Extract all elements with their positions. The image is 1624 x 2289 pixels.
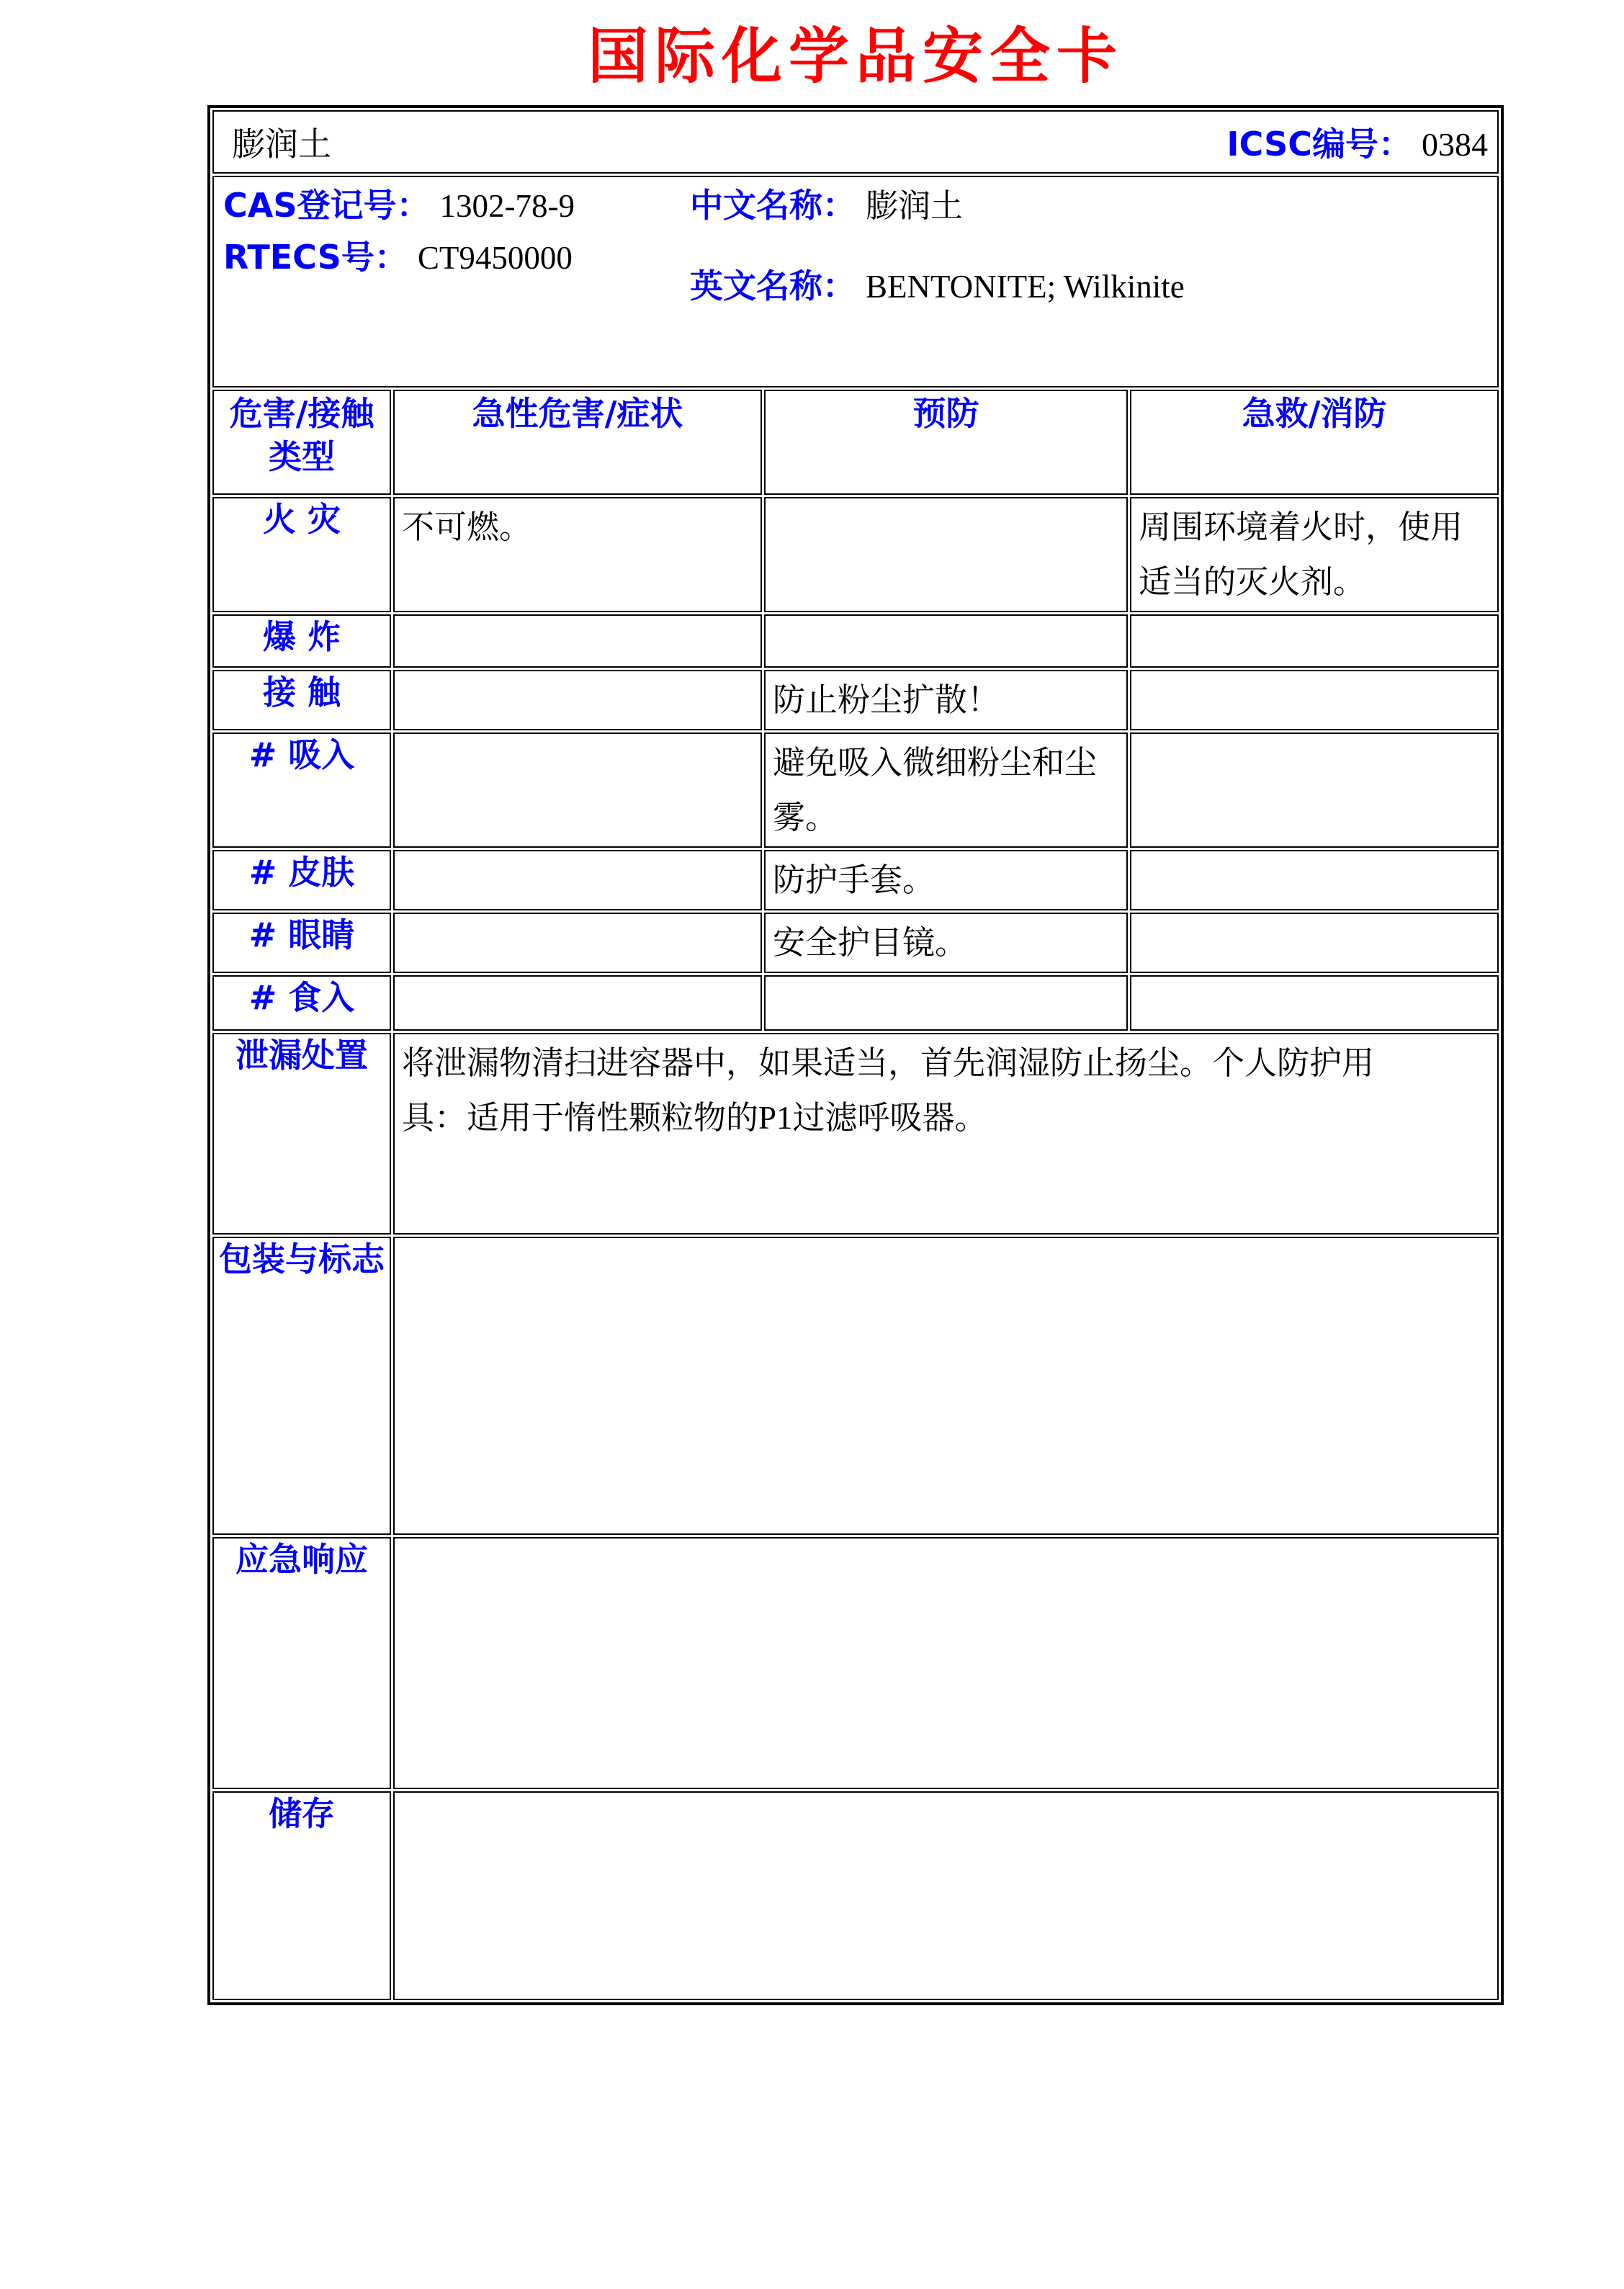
substance-header-row (212, 110, 1499, 174)
emergency-response-row (212, 1537, 1499, 1789)
english-name-label: 英文名称： (690, 266, 856, 305)
rtecs-value: CT9450000 (417, 240, 573, 276)
symptoms-cell: 不可燃。 (393, 497, 762, 612)
first-aid-cell: 周围环境着火时，使用适当的灭火剂。 (1130, 497, 1499, 612)
hazard-row-eyes (212, 913, 1499, 973)
section-content (393, 1791, 1499, 2000)
prevention-cell: 安全护目镜。 (764, 913, 1128, 973)
hazard-row-ingestion (212, 975, 1499, 1031)
chinese-name-value: 膨润土 (866, 188, 964, 224)
header-first-aid: 急救/消防 (1130, 390, 1499, 495)
hazard-row-skin (212, 850, 1499, 910)
rtecs-label: RTECS号： (223, 238, 408, 277)
substance-header-layout (215, 112, 1497, 171)
first-aid-cell (1130, 614, 1499, 668)
hazard-type-cell: 爆 炸 (212, 614, 391, 668)
leak-disposal-text: 将泄漏物清扫进容器中，如果适当，首先润湿防止扬尘。个人防护用具：适用于惰性颗粒物的P1过滤呼吸器。 (402, 1045, 1375, 1136)
identifiers-layout (215, 178, 1497, 385)
hazard-row-exposure (212, 670, 1499, 730)
symptoms-cell (393, 614, 762, 668)
first-aid-cell (1130, 670, 1499, 730)
cas-value: 1302-78-9 (439, 188, 575, 224)
packaging-labelling-row (212, 1237, 1499, 1535)
header-acute-hazards: 急性危害/症状 (393, 390, 762, 495)
identifiers-row (212, 176, 1499, 388)
safety-card-sheet (207, 0, 1504, 2005)
section-label: 应急响应 (212, 1537, 391, 1789)
names-block (690, 184, 1185, 316)
english-name-value: BENTONITE; Wilkinite (866, 269, 1185, 305)
safety-card-table (207, 105, 1504, 2005)
leak-disposal-row (212, 1033, 1499, 1235)
hazard-row-fire (212, 497, 1499, 612)
hazard-type-cell: # 食入 (212, 975, 391, 1031)
section-content (393, 1237, 1499, 1535)
section-label: 泄漏处置 (212, 1033, 391, 1235)
rtecs-line (223, 236, 575, 287)
header-hazard-type (212, 390, 391, 495)
prevention-cell: 防止粉尘扩散！ (764, 670, 1128, 730)
icsc-number-group (1226, 118, 1488, 166)
identifiers-cell (212, 176, 1499, 388)
section-label: 储存 (212, 1791, 391, 2000)
hazard-row-explosion (212, 614, 1499, 668)
english-name-line (690, 264, 1185, 316)
first-aid-cell (1130, 913, 1499, 973)
symptoms-cell (393, 670, 762, 730)
hazard-type-cell: # 吸入 (212, 733, 391, 848)
symptoms-cell (393, 913, 762, 973)
cas-label: CAS登记号： (223, 186, 430, 225)
first-aid-cell (1130, 850, 1499, 910)
header-prevention: 预防 (764, 390, 1128, 495)
symptoms-cell (393, 975, 762, 1031)
header-hazard-type-line2: 类型 (269, 437, 335, 476)
hazard-type-cell: 接 触 (212, 670, 391, 730)
icsc-number: 0384 (1422, 126, 1488, 163)
prevention-cell: 防护手套。 (764, 850, 1128, 910)
symptoms-cell (393, 733, 762, 848)
section-content (393, 1537, 1499, 1789)
first-aid-cell (1130, 975, 1499, 1031)
section-content (393, 1033, 1499, 1235)
hazard-type-cell: # 皮肤 (212, 850, 391, 910)
section-label: 包装与标志 (212, 1237, 391, 1535)
prevention-cell: 避免吸入微细粉尘和尘雾。 (764, 733, 1128, 848)
prevention-cell (764, 614, 1128, 668)
prevention-cell (764, 975, 1128, 1031)
registry-numbers-block (223, 184, 575, 287)
substance-header-cell (212, 110, 1499, 174)
header-hazard-type-line1: 危害/接触 (229, 394, 374, 433)
hazard-type-cell: 火 灾 (212, 497, 391, 612)
icsc-label: ICSC编号： (1226, 125, 1412, 164)
hazard-row-inhalation (212, 733, 1499, 848)
first-aid-cell (1130, 733, 1499, 848)
hazard-type-cell: # 眼睛 (212, 913, 391, 973)
symptoms-cell (393, 850, 762, 910)
page-title: 国际化学品安全卡 (587, 21, 1123, 91)
substance-name: 膨润土 (232, 126, 331, 163)
prevention-cell (764, 497, 1128, 612)
hazard-header-row (212, 390, 1499, 495)
chinese-name-label: 中文名称： (690, 186, 856, 225)
chinese-name-line (690, 184, 1185, 236)
cas-line (223, 184, 575, 236)
storage-row (212, 1791, 1499, 2000)
